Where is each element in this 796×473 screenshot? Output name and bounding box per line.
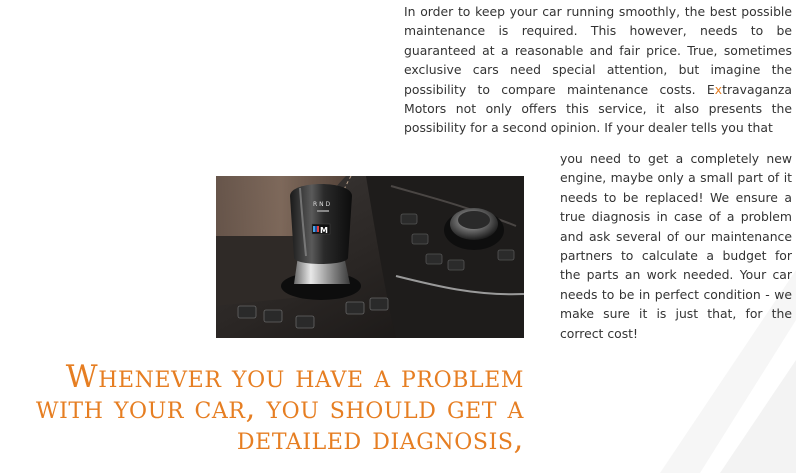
m-badge-label: M <box>320 226 328 235</box>
continuation-paragraph: you need to get a completely new engine, maybe only a small part of it needs to be replaced! We ensure a true diagnosis in case of a problem and ask several of our maintenance partners to calculate a budget for the parts an work needed. Your car needs to be in perfect condition - we make sure it is just that, for the correct cost! <box>560 151 792 341</box>
headline-line-3: detailed diagnosis, <box>236 421 524 457</box>
intro-paragraph: In order to keep your car running smoothly, the best possible maintenance is required. This however, needs to be guaranteed at a reasonable and fair price. True, sometimes exclusive cars need special attention, but imagine the possibility to compare maintenance costs. Extravaganza Motors not only offers this service, it also presents the possibility for a second opinion. If your dealer tells you that <box>404 4 792 136</box>
gear-shifter-illustration <box>216 176 524 338</box>
gear-shifter-photo <box>216 176 524 338</box>
headline-line-2: with your car, you should get a <box>35 390 524 426</box>
headline-line-1: Whenever you have a problem <box>65 359 524 395</box>
brand-highlight-letter: x <box>714 81 723 97</box>
headline <box>0 359 524 457</box>
svg-text:R N D: R N D <box>313 201 331 208</box>
